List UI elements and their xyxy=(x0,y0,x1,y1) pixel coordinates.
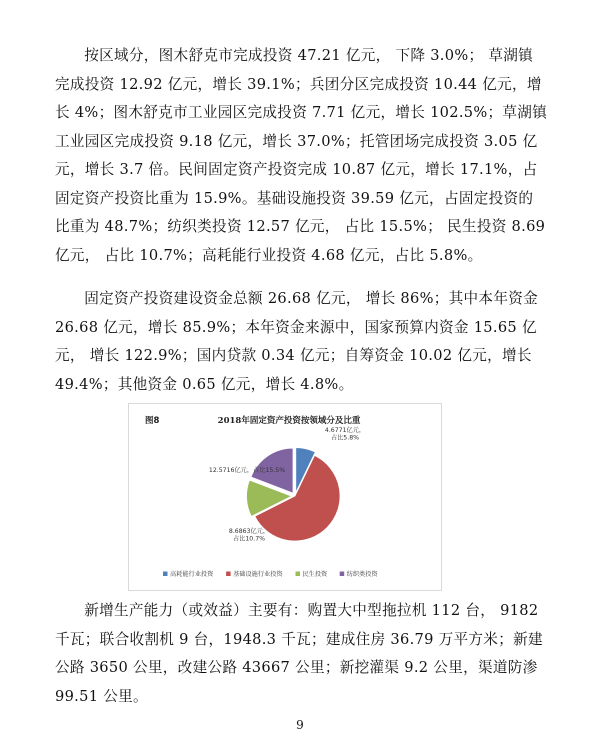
text-line: 49.4%；其他资金 0.65 亿元，增长 4.8%。 xyxy=(55,375,354,393)
text-line: 工业园区完成投资 9.18 亿元，增长 37.0%；托管团场完成投资 3.05 亿 xyxy=(55,132,538,150)
pie-chart-svg xyxy=(129,404,441,590)
text-line: 按区域分，图木舒克市完成投资 47.21 亿元， 下降 3.0%； 草湖镇 xyxy=(84,47,533,64)
paragraph-by-region xyxy=(55,42,555,270)
paragraph-funding xyxy=(55,285,555,399)
data-label-3: 8.6863亿元，占比10.7% xyxy=(228,528,270,543)
text-line: 元， 增长 122.9%；国内贷款 0.34 亿元；自筹资金 10.02 亿元，增长 xyxy=(55,347,532,364)
data-label-2: 39.5899亿元，占比48.7% xyxy=(334,514,380,529)
data-label-4: 12.5716亿元，占比15.5% xyxy=(208,467,286,474)
text-line: 固定资产投资比重为 15.9%。基础设施投资 39.59 亿元，占固定投资的 xyxy=(55,189,534,207)
legend-swatch-1 xyxy=(163,572,168,577)
legend-swatch-2 xyxy=(226,572,231,577)
figure-label: 图8 xyxy=(145,416,160,426)
paragraph-new-capacity xyxy=(55,597,555,711)
text-line: 元，增长 3.7 倍。民间固定资产投资完成 10.87 亿元，增长 17.1%，占 xyxy=(55,161,538,178)
text-line: 固定资产投资建设资金总额 26.68 亿元， 增长 86%；其中本年资金 xyxy=(84,290,539,307)
legend-label-2: 基础设施行业投资 xyxy=(233,571,283,578)
chart-title: 2018年固定资产投资按领域分及比重 xyxy=(217,416,361,426)
page-number: 9 xyxy=(296,718,304,732)
text-line: 亿元， 占比 10.7%；高耗能行业投资 4.68 亿元，占比 5.8%。 xyxy=(55,246,483,264)
text-line: 千瓦；联合收割机 9 台，1948.3 千瓦；建成住房 36.79 万平方米；新建 xyxy=(55,630,543,648)
legend-swatch-3 xyxy=(296,572,301,577)
text-line: 99.51 公里。 xyxy=(55,687,148,705)
text-line: 新增生产能力（或效益）主要有：购置大中型拖拉机 112 台， 9182 xyxy=(84,602,539,619)
text-line: 长 4%；图木舒克市工业园区完成投资 7.71 亿元，增长 102.5%；草湖镇 xyxy=(55,104,548,121)
text-line: 比重为 48.7%；纺织类投资 12.57 亿元， 占比 15.5%； 民生投资 8.69 xyxy=(55,218,546,235)
text-line: 完成投资 12.92 亿元，增长 39.1%；兵团分区完成投资 10.44 亿元，增 xyxy=(55,75,542,93)
figure-8-pie-chart xyxy=(128,403,442,591)
legend-label-4: 纺织类投资 xyxy=(346,571,378,578)
legend-label-3: 民生投资 xyxy=(302,571,328,578)
data-label-1: 4.6771亿元，占比5.8% xyxy=(324,427,366,442)
text-line: 26.68 亿元，增长 85.9%；本年资金来源中，国家预算内资金 15.65 亿 xyxy=(55,318,537,336)
legend-label-1: 高耗能行业投资 xyxy=(170,571,214,578)
text-line: 公路 3650 公里，改建公路 43667 公里；新挖灌渠 9.2 公里，渠道防渗 xyxy=(55,659,538,676)
legend-swatch-4 xyxy=(340,572,345,577)
